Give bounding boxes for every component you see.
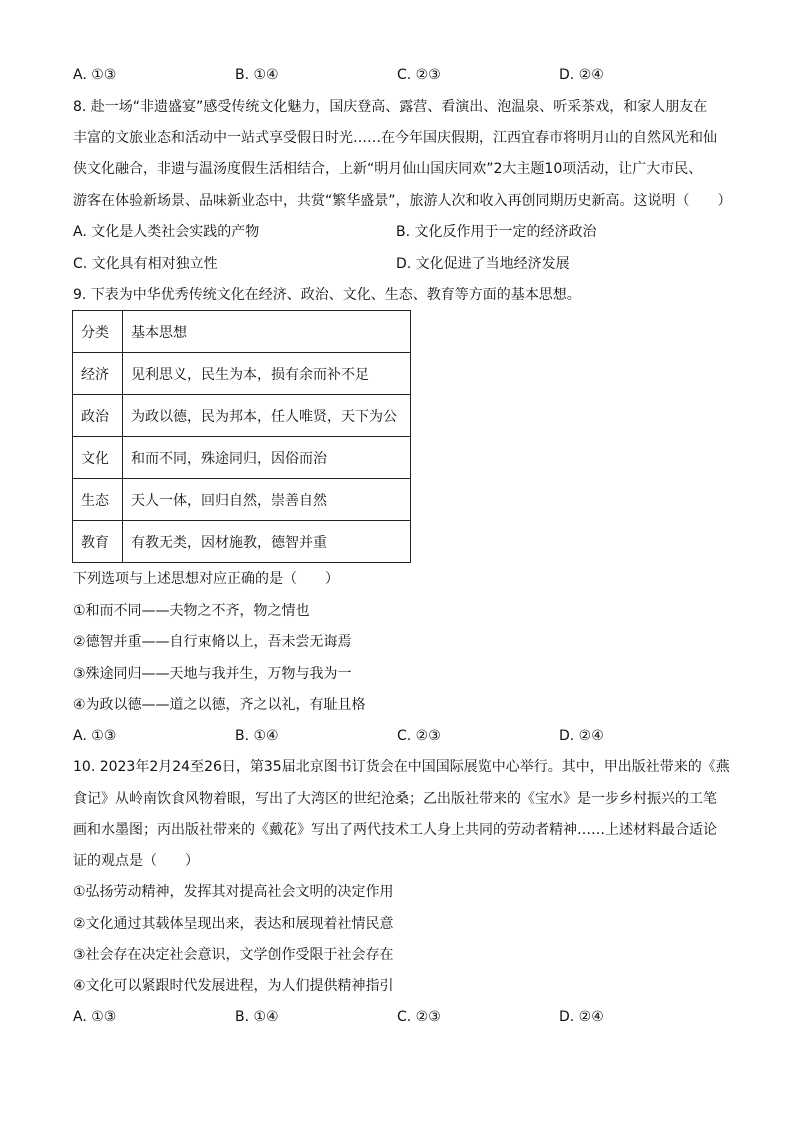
- table-cell-category: 政治: [73, 395, 123, 437]
- q7-option-c: C. ②③: [397, 67, 441, 83]
- q7-options: [73, 65, 733, 85]
- q8-option-a: A. 文化是人类社会实践的产物: [73, 224, 260, 240]
- table-cell-category: 教育: [73, 521, 123, 563]
- q9-table: [72, 310, 411, 563]
- table-row: [73, 395, 411, 437]
- q10-item-2: ②文化通过其载体呈现出来，表达和展现着社情民意: [73, 916, 394, 932]
- q9-item-2: ②德智并重——自行束脩以上，吾未尝无诲焉: [73, 634, 352, 650]
- q8-stem-line-2: 丰富的文旅业态和活动中一站式享受假日时光……在今年国庆假期，江西宜春市将明月山的自然风光和仙: [73, 130, 717, 146]
- table-header-cell: 分类: [73, 311, 123, 353]
- q9-item-1: ①和而不同——夫物之不齐，物之情也: [73, 603, 310, 619]
- table-cell-thought: 和而不同，殊途同归，因俗而治: [123, 437, 411, 479]
- table-cell-thought: 天人一体，回归自然，崇善自然: [123, 479, 411, 521]
- table-row: [73, 479, 411, 521]
- table-cell-thought: 为政以德，民为邦本，任人唯贤，天下为公: [123, 395, 411, 437]
- q10-option-c: C. ②③: [397, 1009, 441, 1025]
- q7-option-d: D. ②④: [559, 67, 604, 83]
- q10-item-3: ③社会存在决定社会意识，文学创作受限于社会存在: [73, 947, 394, 963]
- q8-stem-line-1: 8. 赴一场“非遗盛宴”感受传统文化魅力，国庆登高、露营、看演出、泡温泉、听采茶戏，和家人朋友在: [73, 99, 708, 115]
- q10-item-4: ④文化可以紧跟时代发展进程，为人们提供精神指引: [73, 978, 394, 994]
- table-cell-thought: 有教无类，因材施教，德智并重: [123, 521, 411, 563]
- q9-stem: 9. 下表为中华优秀传统文化在经济、政治、文化、生态、教育等方面的基本思想。: [73, 287, 581, 303]
- q8-options-row-1: [73, 222, 719, 242]
- table-cell-thought: 见利思义，民生为本，损有余而补不足: [123, 353, 411, 395]
- table-cell-category: 经济: [73, 353, 123, 395]
- q8-option-c: C. 文化具有相对独立性: [73, 256, 218, 272]
- q9-question: 下列选项与上述思想对应正确的是（ ）: [73, 571, 339, 587]
- q9-option-c: C. ②③: [397, 728, 441, 744]
- q9-option-d: D. ②④: [559, 728, 604, 744]
- q8-option-d: D. 文化促进了当地经济发展: [396, 256, 570, 272]
- q9-option-b: B. ①④: [235, 728, 279, 744]
- q8-stem-line-4: 游客在体验新场景、品味新业态中，共赏“繁华盛景”，旅游人次和收入再创同期历史新高。这说明（ ）: [73, 193, 732, 209]
- q9-item-4: ④为政以德——道之以德，齐之以礼，有耻且格: [73, 697, 366, 713]
- q7-option-b: B. ①④: [235, 67, 279, 83]
- q10-stem-line-3: 画和水墨图；丙出版社带来的《戴花》写出了两代技术工人身上共同的劳动者精神……上述材料最合适论: [73, 822, 717, 838]
- q8-option-b: B. 文化反作用于一定的经济政治: [396, 224, 597, 240]
- q7-option-a: A. ①③: [73, 67, 117, 83]
- q10-options: [73, 1007, 733, 1027]
- q10-option-b: B. ①④: [235, 1009, 279, 1025]
- table-row: [73, 521, 411, 563]
- q10-stem-line-2: 食记》从岭南饮食风物着眼，写出了大湾区的世纪沧桑；乙出版社带来的《宝水》是一步乡村振兴的工笔: [73, 791, 717, 807]
- q8-options-row-2: [73, 254, 719, 274]
- q9-option-a: A. ①③: [73, 728, 117, 744]
- q8-stem-line-3: 侠文化融合，非遗与温汤度假生活相结合，上新“明月仙山国庆同欢”2大主题10项活动，让广大市民、: [73, 161, 703, 177]
- table-cell-category: 生态: [73, 479, 123, 521]
- q10-stem-line-4: 证的观点是（ ）: [73, 853, 199, 869]
- q10-stem-line-1: 10. 2023年2月24至26日，第35届北京图书订货会在中国国际展览中心举行。其中，甲出版社带来的《燕: [73, 759, 730, 775]
- table-row: [73, 353, 411, 395]
- q10-item-1: ①弘扬劳动精神，发挥其对提高社会文明的决定作用: [73, 884, 394, 900]
- table-row: [73, 437, 411, 479]
- table-header-row: [73, 311, 411, 353]
- table-cell-category: 文化: [73, 437, 123, 479]
- table-header-cell: 基本思想: [123, 311, 411, 353]
- q10-option-d: D. ②④: [559, 1009, 604, 1025]
- q9-options: [73, 726, 733, 746]
- q9-item-3: ③殊途同归——天地与我并生，万物与我为一: [73, 666, 352, 682]
- q10-option-a: A. ①③: [73, 1009, 117, 1025]
